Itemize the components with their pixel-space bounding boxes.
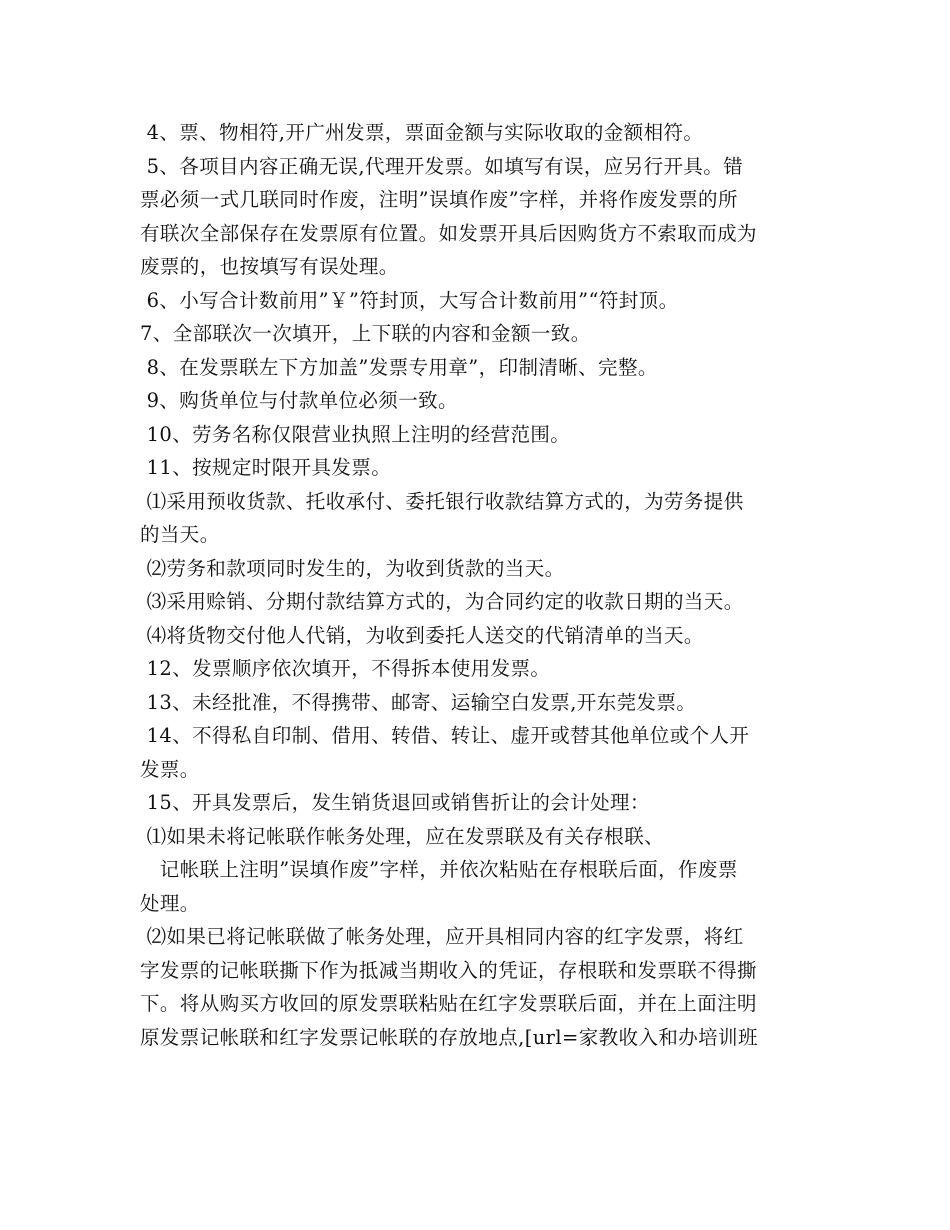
text-line: 废票的，也按填写有误处理。	[140, 255, 399, 278]
document-body	[140, 116, 820, 1054]
text-line: 的当天。	[140, 523, 220, 546]
text-line: ⑶采用赊销、分期付款结算方式的，为合同约定的收款日期的当天。	[140, 590, 744, 613]
text-line: 12、发票顺序依次填开，不得拆本使用发票。	[140, 657, 551, 680]
text-line: 7、全部联次一次填开，上下联的内容和金额一致。	[140, 322, 591, 345]
text-line: ⑵如果已将记帐联做了帐务处理，应开具相同内容的红字发票，将红	[140, 925, 744, 948]
text-line: ⑴采用预收货款、托收承付、委托银行收款结算方式的，为劳务提供	[140, 489, 744, 513]
text-line: 15、开具发票后，发生销货退回或销售折让的会计处理：	[140, 791, 650, 814]
text-line: 13、未经批准，不得携带、邮寄、运输空白发票,开东莞发票。	[140, 690, 697, 714]
text-line: 4、票、物相符,开广州发票，票面金额与实际收取的金额相符。	[140, 121, 704, 144]
text-line: 6、小写合计数前用”￥”符封顶，大写合计数前用”“符封顶。	[140, 288, 679, 312]
text-line: 原发票记帐联和红字发票记帐联的存放地点,[url=家教收入和办培训班	[140, 1025, 758, 1049]
text-line: 11、按规定时限开具发票。	[140, 456, 392, 479]
text-line: 记帐联上注明”误填作废”字样，并依次粘贴在存根联后面，作废票	[140, 858, 738, 881]
text-line: 处理。	[140, 891, 200, 915]
text-line: 14、不得私自印制、借用、转借、转让、虚开或替其他单位或个人开	[140, 724, 750, 747]
text-line: ⑷将货物交付他人代销，为收到委托人送交的代销清单的当天。	[140, 623, 704, 647]
text-line: 10、劳务名称仅限营业执照上注明的经营范围。	[140, 422, 571, 446]
text-line: 有联次全部保存在发票原有位置。如发票开具后因购货方不索取而成为	[140, 221, 757, 245]
text-line: ⑵劳务和款项同时发生的，为收到货款的当天。	[140, 556, 565, 580]
text-line: 9、购货单位与付款单位必须一致。	[140, 389, 458, 412]
text-line: 5、各项目内容正确无误,代理开发票。如填写有误，应另行开具。错	[140, 154, 744, 178]
text-line: ⑴如果未将记帐联作帐务处理，应在发票联及有关存根联、	[140, 824, 664, 848]
text-line: 字发票的记帐联撕下作为抵减当期收入的凭证，存根联和发票联不得撕	[140, 958, 757, 982]
text-line: 票必须一式几联同时作废，注明”误填作废”字样，并将作废发票的所	[140, 188, 738, 211]
text-line: 发票。	[140, 757, 200, 781]
text-line: 下。将从购买方收回的原发票联粘贴在红字发票联后面，并在上面注明	[140, 992, 757, 1015]
text-line: 8、在发票联左下方加盖”发票专用章”，印制清晰、完整。	[140, 355, 658, 379]
